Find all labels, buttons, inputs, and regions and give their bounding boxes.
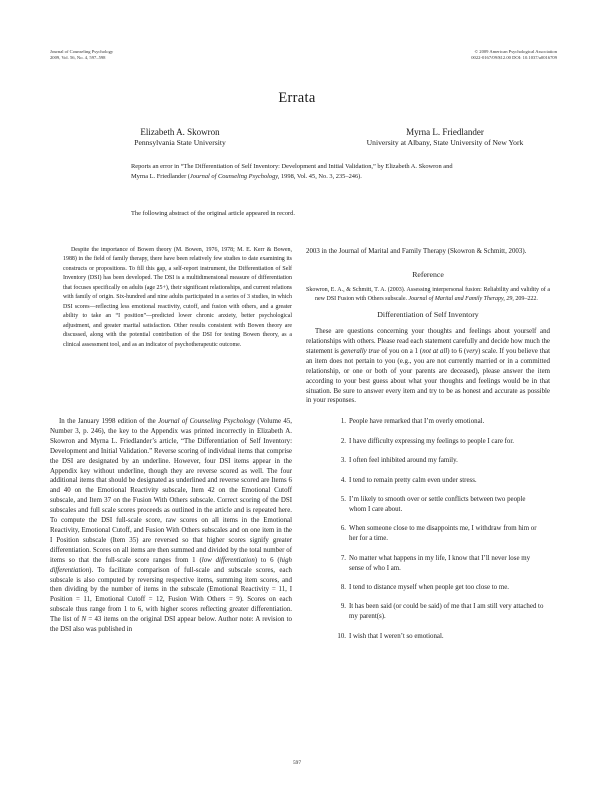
dsi-heading: Differentiation of Self Inventory xyxy=(377,310,479,320)
list-item: 5. I’m likely to smooth over or settle conflicts between two people whom I care about. xyxy=(340,496,526,513)
reference-entry: Skowron, E. A., & Schmitt, T. A. (2003). Assessing interpersonal fusion: Reliability and validity of a new DSI Fusion with Others subscale. Journal of Marital and Family Therapy, 29, 209–222. xyxy=(306,286,550,303)
list-item: 7. No matter what happens in my life, I know that I’ll never lose my sense of who I am. xyxy=(340,554,531,572)
author-block-1 xyxy=(90,127,270,148)
doi-line: 0022-0167/09/$12.00 DOI: 10.1037/a0016709 xyxy=(471,55,557,60)
notice-text: Reports an error in “The Differentiation of Self Inventory: Development and Initial Validation,” by Elizabeth A. Skowron and Myrna L. Friedlander ( xyxy=(131,163,453,180)
dsi-instructions: These are questions concerning your thoughts and feelings about yourself and relationships with others. Please read each statement carefully and decide how much the statement is generally true of you on a 1 (not at all) to 6 (very) scale. If you believe that an item does not pertain to you (e.g., you are not currently married or in a committed relationship, or one or both of your parents are deceased), please answer the item according to your best guess about what your thoughts and feelings would be in that situation. Be sure to answer every item and try to be as honest and accurate as possible in your responses. xyxy=(306,328,551,405)
author-affiliation: Pennsylvania State University xyxy=(134,137,226,147)
body-text xyxy=(50,417,292,635)
list-item: 10. I wish that I weren’t so emotional. xyxy=(337,632,444,640)
author-name: Elizabeth A. Skowron xyxy=(140,127,220,137)
abstract: Despite the importance of Bowen theory (M. Bowen, 1976, 1978; M. E. Kerr & Bowen, 1988) in the field of family therapy, there have been relatively few studies to date examining its constructs or propositions. To fill this gap, a self-report instrument, the Differentiation of Self Inventory (DSI) has been developed. The DSI is a multidimensional measure of differentiation that focuses specifically on adults (age 25+), their significant relationships, and current relations with family of origin. Six-hundred and nine adults participated in a series of 3 studies, in which DSI scores—reflecting less emotional reactivity, cutoff, and fusion with others, and a greater ability to take an “I position”—predicted lower chronic anxiety, better psychological adjustment, and greater marital satisfaction. Other results consistent with Bowen theory are discussed, along with the potential contribution of the DSI for testing Bowen theory, as a clinical assessment tool, and as an indicator of psychotherapeutic outcome. xyxy=(63,247,292,348)
author-block-2 xyxy=(330,127,560,148)
list-item: 3. I often feel inhibited around my family. xyxy=(340,457,458,465)
list-item: 4. I tend to remain pretty calm even under stress. xyxy=(340,476,477,484)
erratum-notice xyxy=(131,162,461,181)
dsi-item-list xyxy=(306,417,550,641)
page-number: 597 xyxy=(292,760,302,766)
list-item: 2. I have difficulty expressing my feelings to people I care for. xyxy=(340,437,515,445)
copyright-line: © 2009 American Psychological Association xyxy=(474,49,557,54)
volume-info: 2009, Vol. 56, No. 4, 597–598 xyxy=(50,55,106,60)
notice-citation: 1998, Vol. 45, No. 3, 235–246). xyxy=(279,172,362,180)
author-name: Myrna L. Friedlander xyxy=(406,127,484,137)
body-paragraph: In the January 1998 edition of the Journal of Counseling Psychology (Volume 45, Number 3, p. 246), the key to the Appendix was printed incorrectly in Elizabeth A. Skowron and Myrna L. Friedlander’s article, “The Differentiation of Self Inventory: Development and Initial Validation.” Reverse scoring of individual items that comprise the DSI are designated by an underline. However, four DSI items appear in the Appendix key without underline, though they are reverse scored as well. The four additional items that should be designated as underlined and reverse scored are Items 6 and 40 on the Emotional Reactivity subscale, Item 42 on the Emotional Cutoff subscale, and Item 37 on the Fusion With Others subscale. Correct scoring of the DSI subscales and full scale scores proceeds as outlined in the article and is repeated here. To compute the DSI full-scale score, raw scores on all items in the Emotional Reactivity, Emotional Cutoff, and Fusion With Others subscales and on one item in the I Position subscale (Item 35) are reversed so that higher scores signify greater differentiation. Scores on all items are then summed and divided by the total number of items so that the full-scale score ranges from 1 (low differentiation) to 6 (high differentiation). To facilitate comparison of full-scale and subscale scores, each subscale is also computed by reversing respective items, summing item scores, and then dividing by the number of items in the subscale (Emotional Reactivity = 11, I Position = 11, Emotional Cutoff = 12, Fusion With Others = 9). Scores on each subscale thus range from 1 to 6, with higher scores reflecting greater differentiation. The list of N = 43 items on the original DSI appear below. Author note: A revision to the DSI also was published in xyxy=(50,418,292,634)
list-item: 8. I tend to distance myself when people get too close to me. xyxy=(340,583,509,591)
abstract-intro: The following abstract of the original article appeared in record. xyxy=(131,210,295,217)
right-column xyxy=(306,247,550,651)
page-title: Errata xyxy=(278,90,316,106)
author-affiliation: University at Albany, State University of New York xyxy=(366,137,524,147)
body-continuation: 2003 in the Journal of Marital and Family Therapy (Skowron & Schmitt, 2003). xyxy=(306,248,527,255)
list-item: 6. When someone close to me disappoints me, I withdraw from him or her for a time. xyxy=(340,525,537,543)
running-header-right xyxy=(471,49,557,61)
notice-journal: Journal of Counseling Psychology, xyxy=(189,172,280,180)
running-header-left xyxy=(50,49,113,61)
list-item: 1. People have remarked that I’m overly emotional. xyxy=(340,418,485,426)
journal-name: Journal of Counseling Psychology xyxy=(50,49,114,54)
list-item: 9. It has been said (or could be said) of me that I am still very attached to my parent(s). xyxy=(340,603,544,621)
reference-heading: Reference xyxy=(412,269,444,279)
